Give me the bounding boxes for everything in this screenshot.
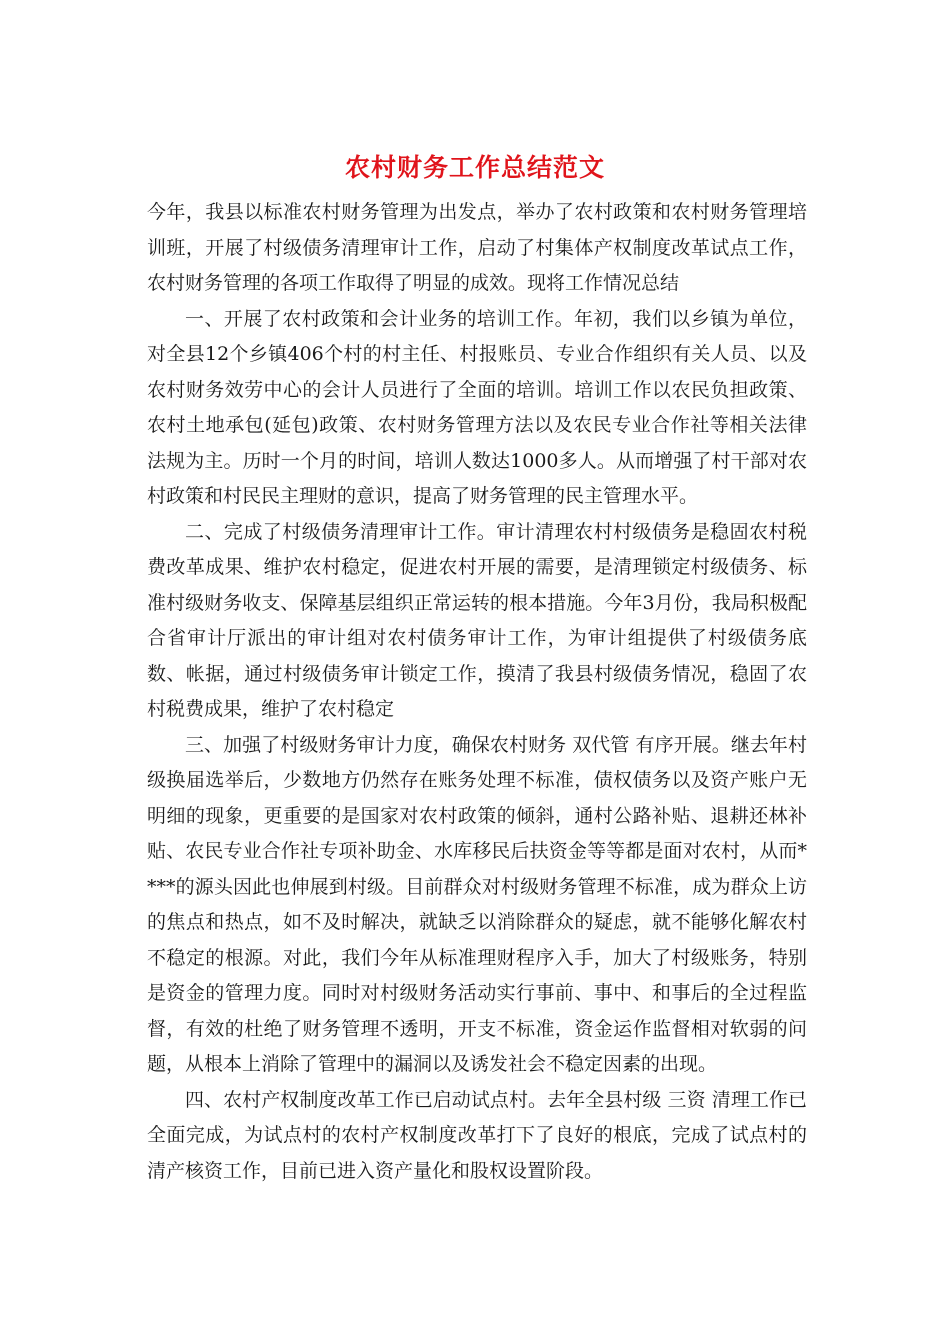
section-4-paragraph: 四、农村产权制度改革工作已启动试点村。去年全县村级 三资 清理工作已全面完成，为试点村的农村产权制度改革打下了良好的根底，完成了试点村的清产核资工作，目前已进入资产量化和股权设置阶段。 [147, 1088, 807, 1182]
intro-paragraph: 今年，我县以标准农村财务管理为出发点，举办了农村政策和农村财务管理培训班，开展了村级债务清理审计工作，启动了村集体产权制度改革试点工作，农村财务管理的各项工作取得了明显的成效。现将工作情况总结 [147, 201, 807, 294]
document-body [147, 195, 807, 1189]
section-2-paragraph: 二、完成了村级债务清理审计工作。审计清理农村村级债务是稳固农村税费改革成果、维护农村稳定，促进农村开展的需要，是清理锁定村级债务、标准村级财务收支、保障基层组织正常运转的根本措施。今年3月份，我局积极配合省审计厅派出的审计组对农村债务审计工作，为审计组提供了村级债务底数、帐据，通过村级债务审计锁定工作，摸清了我县村级债务情况，稳固了农村税费成果，维护了农村稳定 [147, 520, 807, 720]
section-1-paragraph: 一、开展了农村政策和会计业务的培训工作。年初，我们以乡镇为单位，对全县12个乡镇406个村的村主任、村报账员、专业合作组织有关人员、以及农村财务效劳中心的会计人员进行了全面的培训。培训工作以农民负担政策、农村土地承包(延包)政策、农村财务管理方法以及农民专业合作社等相关法律法规为主。历时一个月的时间，培训人数达1000多人。从而增强了村干部对农村政策和村民民主理财的意识，提高了财务管理的民主管理水平。 [147, 307, 807, 507]
document-title: 农村财务工作总结范文 [344, 153, 605, 182]
section-3-paragraph: 三、加强了村级财务审计力度，确保农村财务 双代管 有序开展。继去年村级换届选举后，少数地方仍然存在账务处理不标准，债权债务以及资产账户无明细的现象，更重要的是国家对农村政策的倾斜，通村公路补贴、退耕还林补贴、农民专业合作社专项补助金、水库移民后扶资金等等都是面对农村，从而****的源头因此也伸展到村级。目前群众对村级财务管理不标准，成为群众上访的焦点和热点，如不及时解决，就缺乏以消除群众的疑虑，就不能够化解农村不稳定的根源。对此，我们今年从标准理财程序入手，加大了村级账务，特别是资金的管理力度。同时对村级财务活动实行事前、事中、和事后的全过程监督，有效的杜绝了财务管理不透明，开支不标准，资金运作监督相对软弱的问题，从根本上消除了管理中的漏洞以及诱发社会不稳定因素的出现。 [147, 733, 807, 1075]
